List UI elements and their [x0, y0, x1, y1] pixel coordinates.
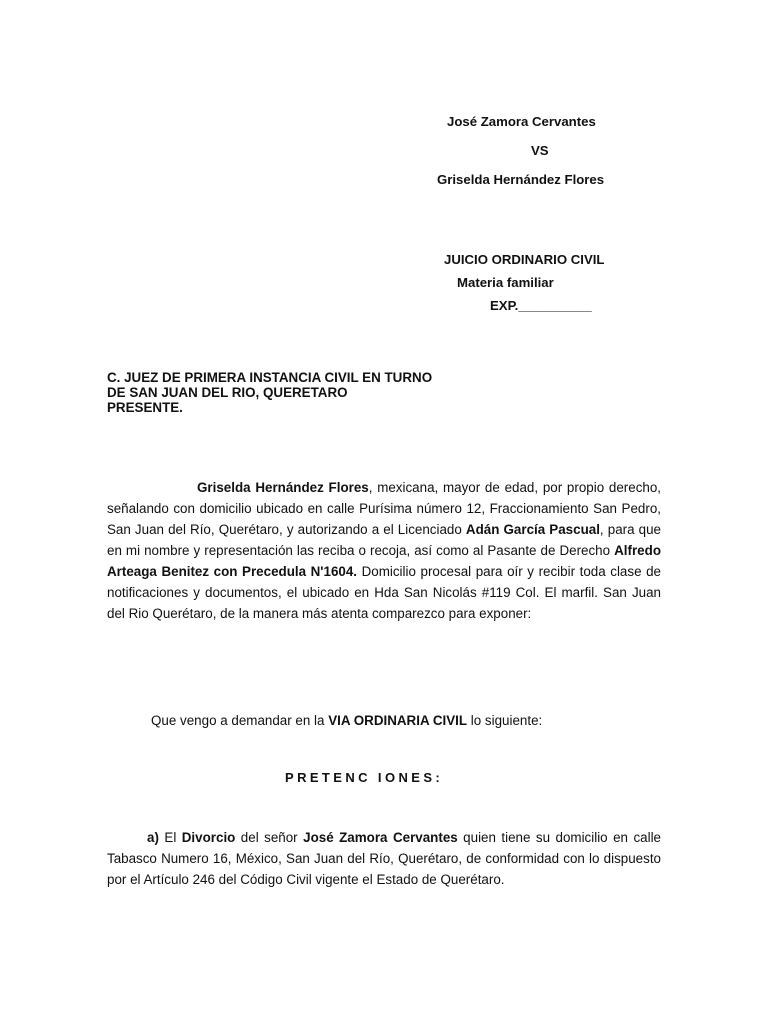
case-type: JUICIO ORDINARIO CIVIL	[444, 252, 605, 267]
case-matter: Materia familiar	[457, 275, 554, 290]
intro-paragraph	[107, 477, 661, 624]
caption-versus: VS	[531, 143, 549, 158]
claim-letter: a)	[147, 830, 159, 845]
case-file-number: EXP.__________	[490, 298, 592, 313]
addressee-line-3: PRESENTE.	[107, 400, 183, 415]
demand-via: VIA ORDINARIA CIVIL	[328, 713, 468, 728]
petitioner-name: Griselda Hernández Flores	[197, 480, 369, 495]
caption-actor: José Zamora Cervantes	[447, 114, 596, 129]
claim-text-3: quien tiene su domicilio en calle Tabasco Numero 16, México, San Juan del Río, Querétaro, de conformidad con lo dispuesto por el Artículo 246 del Código Civil vigente el Estado de Querétaro.	[107, 830, 661, 887]
demand-line	[151, 713, 542, 729]
intro-text-1: , mexicana, mayor de edad, por propio derecho, señalando con domicilio ubicado en calle Purísima número 12, Fraccionamiento San Pedro, San Juan del Río, Querétaro, y autorizando a el Licenciado	[107, 480, 662, 537]
section-title-pretenciones: PRETENC IONES:	[285, 770, 444, 785]
lawyer-name: Adán García Pascual	[465, 522, 600, 537]
addressee-line-1: C. JUEZ DE PRIMERA INSTANCIA CIVIL EN TURNO	[107, 370, 433, 385]
claim-a-paragraph	[107, 827, 661, 890]
claim-text-1: El	[158, 830, 182, 845]
intro-text-3: Domicilio procesal para oír y recibir toda clase de notificaciones y documentos, el ubicado en Hda San Nicolás #119 Col. El marfil. San Juan del Rio Querétaro, de la manera más atenta comparezco para exponer:	[107, 564, 662, 621]
intro-text-2: , para que en mi nombre y representación las reciba o recoja, así como al Pasante de Derecho	[107, 522, 661, 558]
demand-text-2: lo siguiente:	[467, 713, 543, 728]
respondent-name: José Zamora Cervantes	[303, 830, 458, 845]
addressee-block	[107, 370, 432, 415]
claim-text-2: del señor	[235, 830, 304, 845]
demand-text-1: Que vengo a demandar en la	[151, 713, 329, 728]
intern-name: Alfredo Arteaga Benitez con Precedula N'1604.	[107, 543, 661, 579]
claim-divorce: Divorcio	[181, 830, 236, 845]
addressee-line-2: DE SAN JUAN DEL RIO, QUERETARO	[107, 385, 348, 400]
caption-defendant: Griselda Hernández Flores	[437, 172, 605, 187]
